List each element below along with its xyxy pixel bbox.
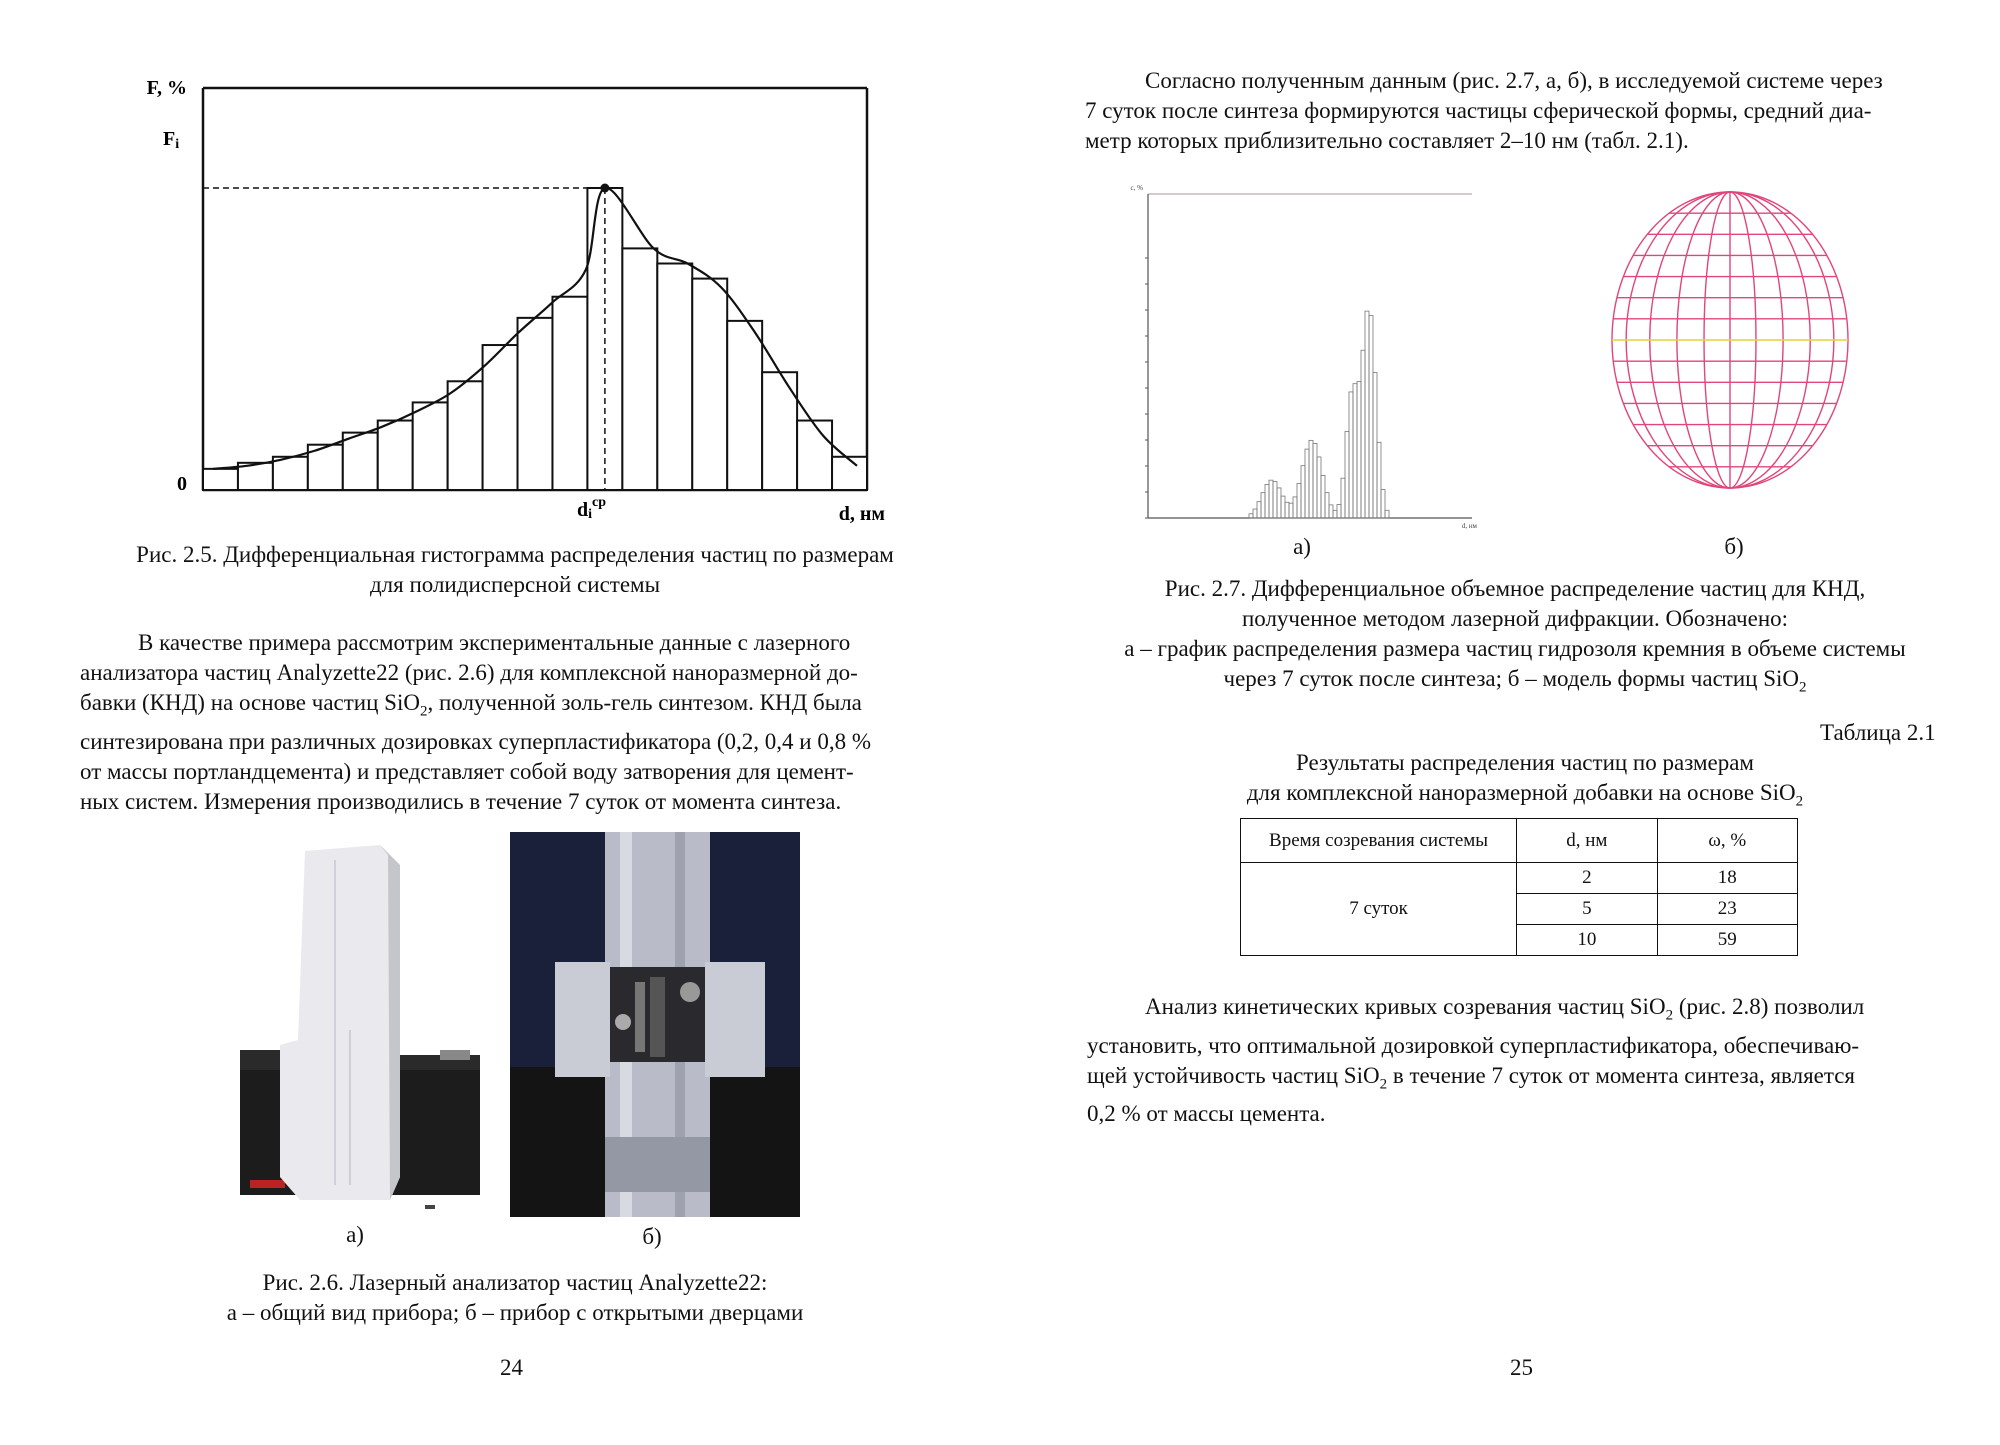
fig27a-bar bbox=[1369, 316, 1373, 518]
table-cell-d: 5 bbox=[1517, 894, 1657, 925]
fig26-label-b: б) bbox=[642, 1224, 662, 1249]
para-bottom-line3: щей устойчивость частиц SiO$_2$ в течение 7 суток от момента синтеза, является bbox=[1087, 1062, 1855, 1093]
fig27a-bar bbox=[1297, 484, 1301, 518]
paragraph-right-bottom bbox=[1087, 992, 1947, 1129]
fig27a-bar bbox=[1381, 490, 1385, 518]
fig25-bar bbox=[832, 457, 867, 490]
fig26b-analyzer-open-photo bbox=[510, 832, 800, 1217]
para1-line5: от массы портландцемента) и представляет собой воду затворения для цемент- bbox=[80, 758, 854, 784]
table-header-d: d, нм bbox=[1517, 819, 1657, 863]
fig27-caption-line1: Рис. 2.7. Дифференциальное объемное распределение частиц для КНД, bbox=[1164, 576, 1866, 601]
fig25-caption-line1: Рис. 2.5. Дифференциальная гистограмма распределения частиц по размерам bbox=[136, 542, 894, 567]
fig27a-bar bbox=[1329, 505, 1333, 518]
fig27a-bar bbox=[1281, 496, 1285, 518]
fig27a-bar bbox=[1385, 510, 1389, 518]
fig26a-column bbox=[280, 845, 400, 1200]
fig25-bar bbox=[518, 318, 553, 490]
para1-line6: ных систем. Измерения производились в течение 7 суток от момента синтеза. bbox=[80, 788, 842, 814]
fig25-bar bbox=[727, 321, 762, 490]
fig26a-brand-label bbox=[250, 1180, 285, 1188]
table-title-line2: для комплексной наноразмерной добавки на основе SiO$_2$ bbox=[1246, 780, 1804, 810]
fig25-caption bbox=[70, 540, 960, 600]
fig27a-bar bbox=[1293, 497, 1297, 518]
fig27a-bar bbox=[1305, 449, 1309, 518]
fig27a-bar bbox=[1253, 509, 1257, 518]
fig26-caption-line2: а – общий вид прибора; б – прибор с открытыми дверцами bbox=[226, 1300, 804, 1325]
fig27a-bar bbox=[1353, 384, 1357, 518]
fig25-bar bbox=[483, 345, 518, 490]
fig27a-bar bbox=[1349, 392, 1353, 518]
fig25-bar bbox=[692, 279, 727, 490]
fig27-caption-line2: полученное методом лазерной дифракции. Обозначено: bbox=[1241, 606, 1789, 631]
fig27a-bar bbox=[1289, 503, 1293, 518]
fig27a-bar bbox=[1249, 514, 1253, 518]
fig25-bar bbox=[797, 421, 832, 490]
fig27a-bar bbox=[1357, 382, 1361, 518]
fig26-caption bbox=[150, 1268, 880, 1328]
para1-line2: анализатора частиц Analyzette22 (рис. 2.6) для комплексной наноразмерной до- bbox=[80, 660, 858, 685]
table-cell-w: 18 bbox=[1657, 863, 1797, 894]
table-row bbox=[1241, 863, 1798, 894]
para-bottom-line4: 0,2 % от массы цемента. bbox=[1087, 1101, 1326, 1127]
table-cell-d: 2 bbox=[1517, 863, 1657, 894]
fig26b-door-left bbox=[555, 962, 610, 1077]
fig27a-distribution-plot bbox=[1105, 180, 1485, 535]
fig27a-bar bbox=[1317, 457, 1321, 518]
fig27a-bar bbox=[1261, 493, 1265, 518]
para-bottom-line2: установить, что оптимальной дозировкой суперпластификатора, обеспечиваю- bbox=[1087, 1032, 1860, 1058]
fig25-bar bbox=[273, 457, 308, 490]
results-table bbox=[1240, 818, 1798, 956]
fig25-bar bbox=[448, 381, 483, 490]
fig25-bar bbox=[622, 248, 657, 490]
fig27a-bar bbox=[1257, 502, 1261, 518]
paragraph-right-top bbox=[1085, 66, 1947, 156]
fig26-label-a: а) bbox=[346, 1222, 364, 1247]
fig27a-bar bbox=[1265, 484, 1269, 518]
fig25-caption-line2: для полидисперсной системы bbox=[369, 572, 661, 597]
fig25-bar bbox=[552, 297, 587, 490]
fig27a-bar bbox=[1325, 493, 1329, 518]
fig27a-bar bbox=[1333, 510, 1337, 518]
para-bottom-line1: Анализ кинетических кривых созревания частиц SiO$_2$ (рис. 2.8) позволил bbox=[1145, 994, 1865, 1024]
fig25-bar bbox=[378, 421, 413, 490]
table-cell-d: 10 bbox=[1517, 925, 1657, 956]
fig27-caption bbox=[1075, 574, 1955, 703]
para1-line4: синтезирована при различных дозировках суперпластификатора (0,2, 0,4 и 0,8 % bbox=[80, 728, 872, 754]
table-title bbox=[1120, 748, 1930, 817]
fig27a-bar bbox=[1309, 440, 1313, 518]
fig26-caption-line1: Рис. 2.6. Лазерный анализатор частиц Analyzette22: bbox=[262, 1270, 768, 1295]
fig25-bar bbox=[343, 433, 378, 490]
fig27a-bar bbox=[1313, 443, 1317, 518]
fig27a-bar bbox=[1321, 475, 1325, 518]
fig27-caption-line3: а – график распределения размера частиц гидрозоля кремния в объеме системы bbox=[1124, 636, 1906, 661]
fig25-zero-label: 0 bbox=[177, 473, 187, 495]
fig27a-bar bbox=[1301, 466, 1305, 518]
fig27-caption-line4: через 7 суток после синтеза; б – модель формы частиц SiO$_2$ bbox=[1223, 666, 1807, 696]
fig25-x-label: d, нм bbox=[838, 503, 885, 525]
fig27a-bar bbox=[1273, 482, 1277, 518]
fig25-histogram bbox=[125, 70, 905, 525]
fig25-y-label: F, % bbox=[146, 77, 187, 99]
fig27a-bar bbox=[1341, 478, 1345, 518]
page-number-left: 24 bbox=[500, 1355, 523, 1380]
para-top-line1: Согласно полученным данным (рис. 2.7, а, б), в исследуемой системе через bbox=[1145, 68, 1883, 93]
fig27a-bar bbox=[1345, 432, 1349, 518]
table-cell-w: 23 bbox=[1657, 894, 1797, 925]
para-top-line3: метр которых приблизительно составляет 2–10 нм (табл. 2.1). bbox=[1085, 128, 1689, 153]
para-top-line2: 7 суток после синтеза формируются частицы сферической формы, средний диа- bbox=[1085, 98, 1872, 123]
fig27a-bar bbox=[1269, 480, 1273, 518]
fig26b-door-right bbox=[705, 962, 765, 1077]
fig27a-y-axis-label: c, % bbox=[1130, 184, 1143, 192]
fig25-dmean-label: $di^{ср}$ bbox=[577, 495, 607, 522]
fig25-bar bbox=[413, 402, 448, 490]
table-cell-w: 59 bbox=[1657, 925, 1797, 956]
table-label: Таблица 2.1 bbox=[1820, 720, 1936, 745]
fig25-fi-label: Fi bbox=[163, 128, 180, 152]
table-group-label: 7 суток bbox=[1241, 863, 1517, 956]
fig27a-bar bbox=[1277, 488, 1281, 518]
fig25-bar bbox=[203, 469, 238, 490]
fig26a-analyzer-photo bbox=[240, 845, 485, 1215]
para1-line1: В качестве примера рассмотрим экспериментальные данные с лазерного bbox=[138, 630, 851, 655]
fig27-label-a: а) bbox=[1293, 534, 1311, 559]
paragraph-left-1 bbox=[80, 628, 942, 817]
table-header-time: Время созревания системы bbox=[1241, 819, 1517, 863]
fig27a-bar bbox=[1365, 311, 1369, 518]
fig27a-bar bbox=[1361, 350, 1365, 518]
fig27a-bar bbox=[1377, 442, 1381, 518]
table-title-line1: Результаты распределения частиц по размерам bbox=[1296, 750, 1754, 775]
fig27-label-b: б) bbox=[1724, 534, 1744, 559]
page-number-right: 25 bbox=[1510, 1355, 1533, 1380]
fig27b-sphere-model bbox=[1600, 185, 1860, 495]
para1-line3: бавки (КНД) на основе частиц SiO$_2$, полученной золь-гель синтезом. КНД была bbox=[80, 690, 862, 720]
fig27a-bar bbox=[1285, 502, 1289, 518]
fig25-bar bbox=[657, 264, 692, 491]
fig25-peak-point bbox=[600, 184, 609, 193]
fig27a-bar bbox=[1373, 372, 1377, 518]
fig27a-bar bbox=[1337, 504, 1341, 518]
fig27a-x-axis-label: d, нм bbox=[1461, 522, 1477, 530]
table-header-w: ω, % bbox=[1657, 819, 1797, 863]
